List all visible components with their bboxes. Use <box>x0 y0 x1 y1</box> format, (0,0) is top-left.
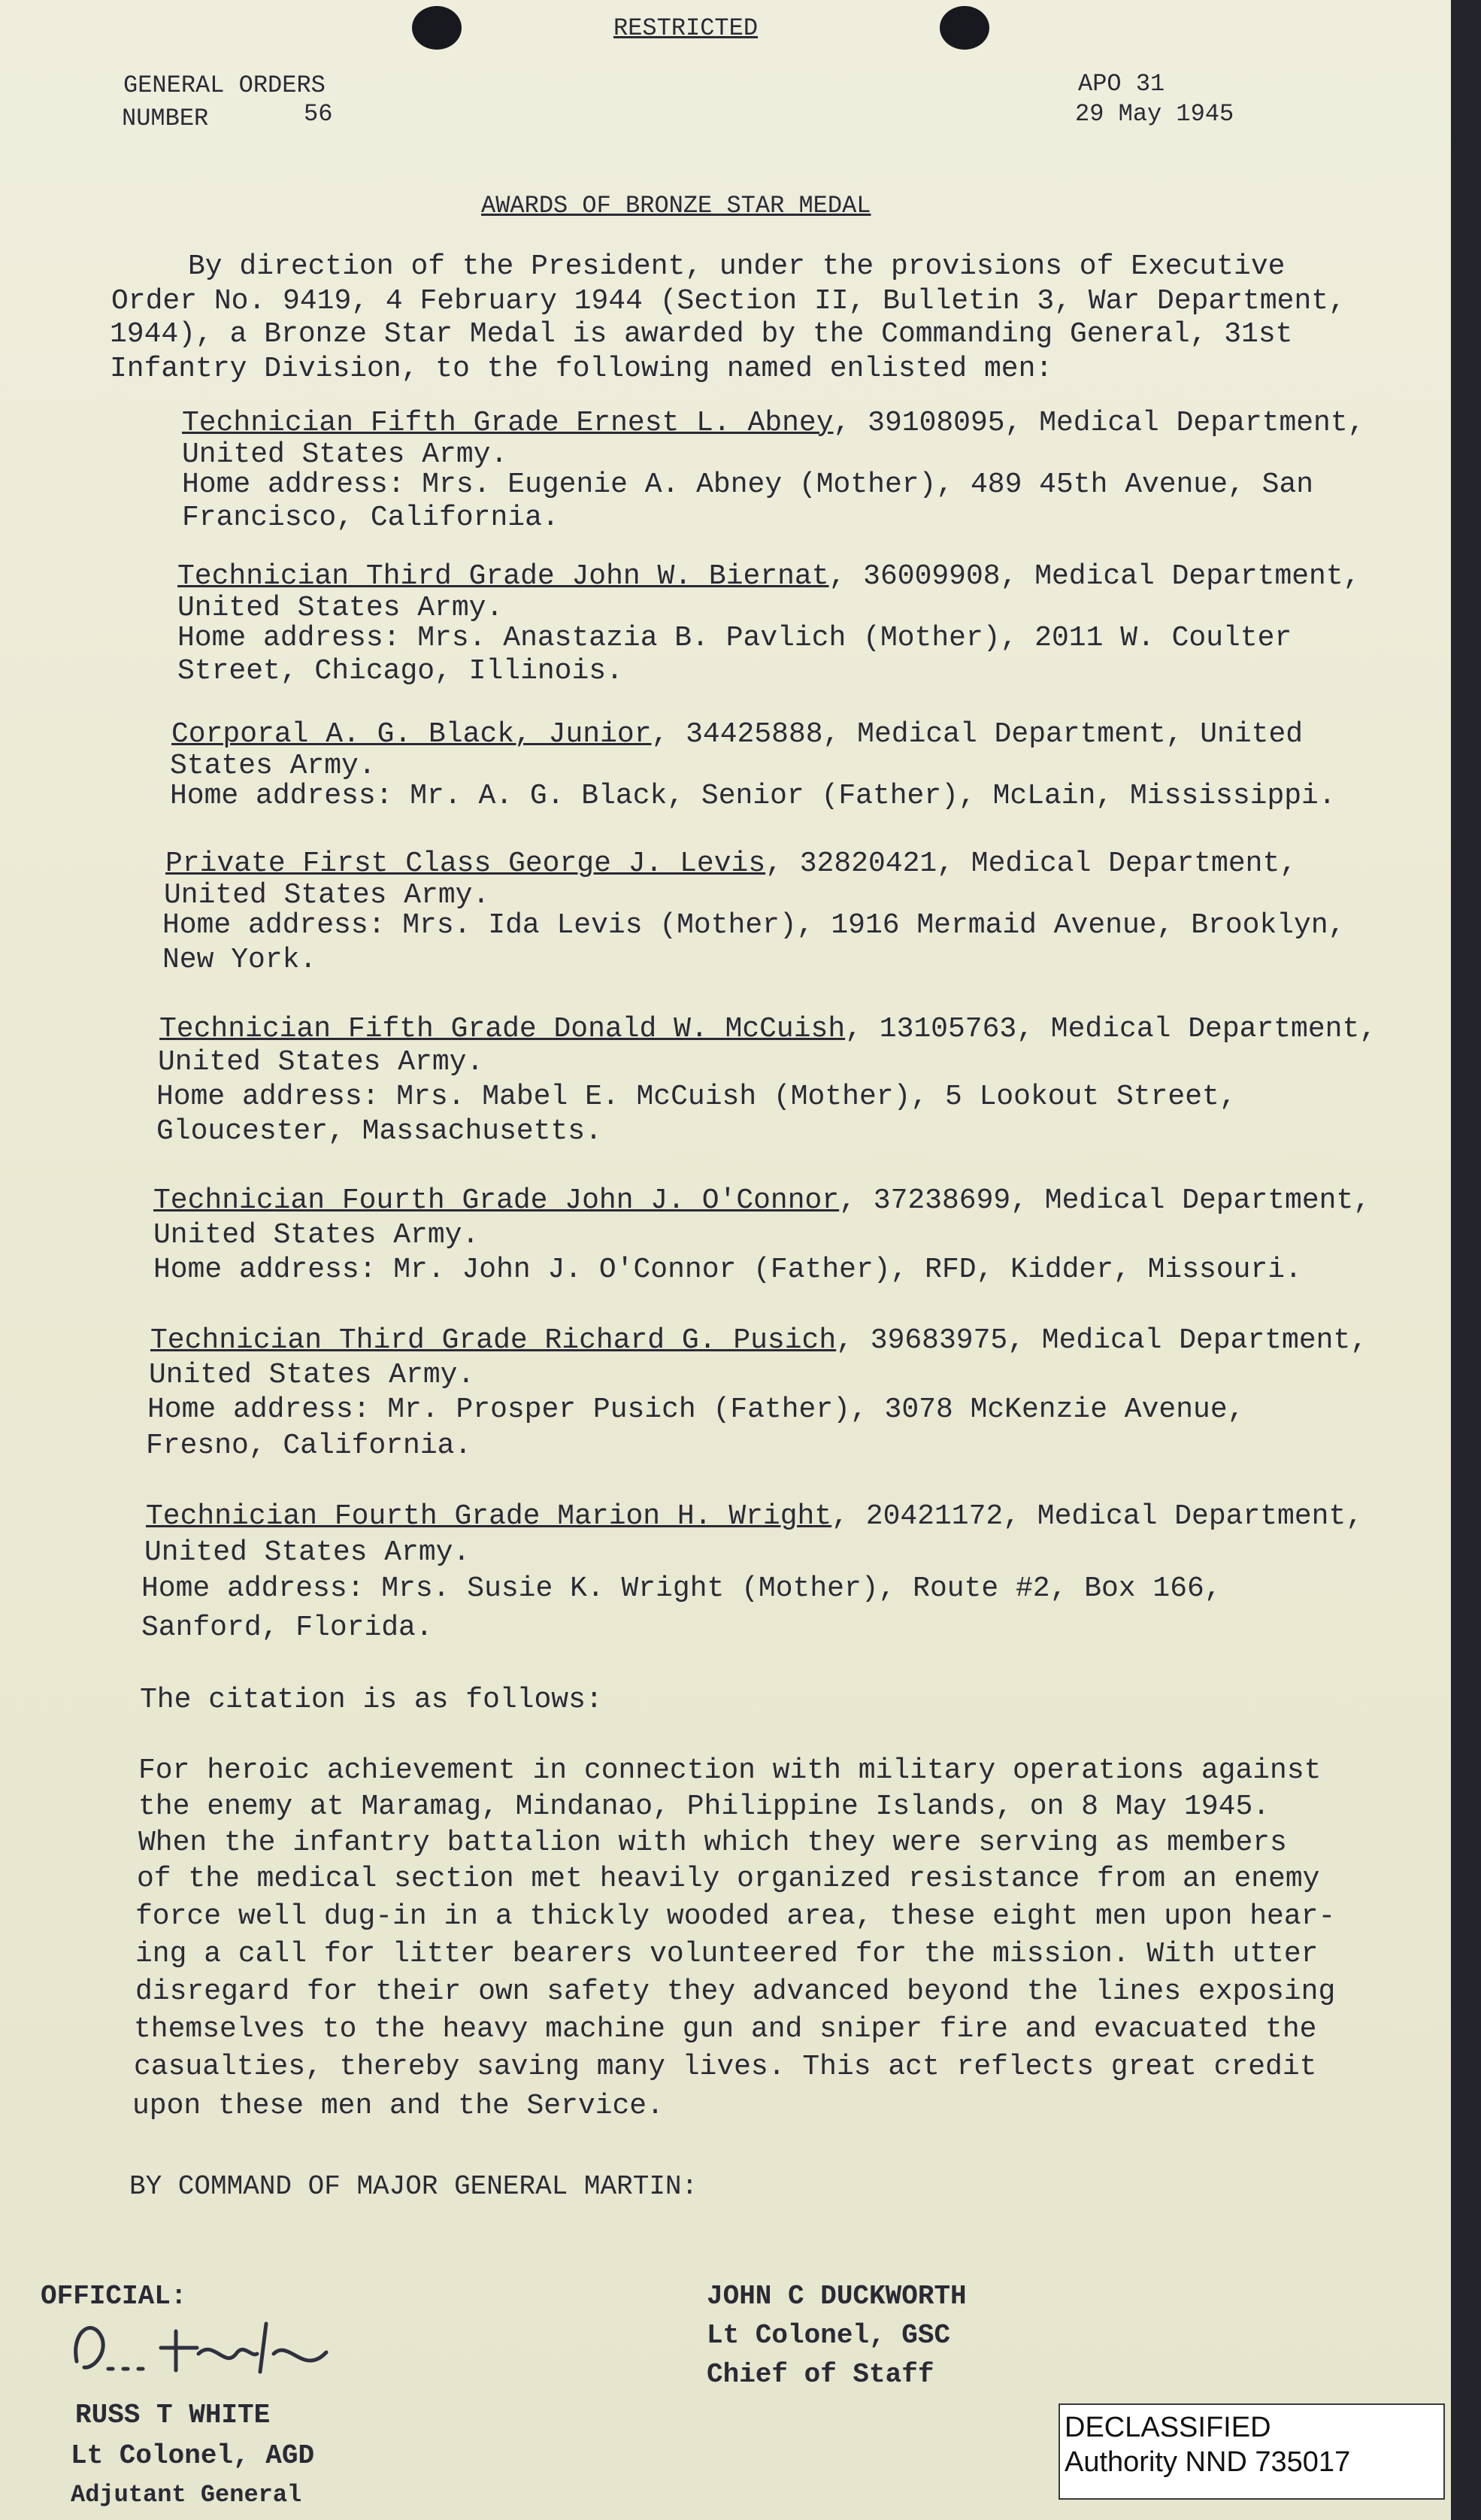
recipient-branch: United States Army. <box>153 1219 480 1251</box>
citation-heading: The citation is as follows: <box>140 1684 603 1716</box>
intro-line: Infantry Division, to the following named enlisted men: <box>110 353 1053 385</box>
declassified-authority: Authority NND 735017 <box>1065 2446 1351 2478</box>
recipient-name: Technician Fifth Grade Donald W. McCuish <box>159 1013 846 1045</box>
recipient-branch: United States Army. <box>164 879 490 911</box>
citation-line: themselves to the heavy machine gun and sniper fire and evacuated the <box>134 2013 1317 2045</box>
recipient-home-address-cont: Street, Chicago, Illinois. <box>177 655 623 687</box>
intro-line: Order No. 9419, 4 February 1944 (Section II, Bulletin 3, War Department, <box>111 285 1346 317</box>
citation-line: disregard for their own safety they advanced beyond the lines exposing <box>135 1976 1336 2008</box>
number-label: NUMBER <box>122 105 209 132</box>
official-rank: Lt Colonel, AGD <box>71 2440 315 2471</box>
citation-line: force well dug-in in a thickly wooded area, these eight men upon hear- <box>135 1900 1336 1933</box>
recipient-serial-unit: , 39683975, Medical Department, <box>836 1324 1368 1357</box>
citation-line: When the infantry battalion with which they were serving as members <box>138 1827 1287 1859</box>
recipient-serial-unit: , 13105763, Medical Department, <box>845 1013 1377 1045</box>
recipient-name: Technician Third Grade John W. Biernat <box>177 560 829 593</box>
chief-title: Chief of Staff <box>707 2359 934 2390</box>
citation-line: ing a call for litter bearers volunteered for the mission. With utter <box>135 1938 1319 1970</box>
recipient-branch: United States Army. <box>158 1046 484 1078</box>
chief-rank: Lt Colonel, GSC <box>707 2320 951 2351</box>
declassified-label: DECLASSIFIED <box>1065 2412 1271 2443</box>
recipient-branch: United States Army. <box>177 592 504 624</box>
recipient-name: Corporal A. G. Black, Junior <box>171 718 652 751</box>
recipient-home-address-cont: New York. <box>162 944 317 976</box>
citation-line: For heroic achievement in connection with military operations against <box>138 1754 1322 1787</box>
recipient-branch: States Army. <box>170 750 376 782</box>
recipient-home-address-cont: Francisco, California. <box>182 502 559 534</box>
punch-hole-right <box>940 6 989 50</box>
order-date: 29 May 1945 <box>1075 100 1234 128</box>
citation-line: casualties, thereby saving many lives. This act reflects great credit <box>134 2051 1317 2083</box>
recipient-home-address: Home address: Mr. John J. O'Connor (Father), RFD, Kidder, Missouri. <box>153 1254 1302 1286</box>
recipient-home-address-cont: Fresno, California. <box>146 1430 472 1462</box>
citation-line: of the medical section met heavily organized resistance from an enemy <box>137 1863 1320 1895</box>
recipient-serial-unit: , 32820421, Medical Department, <box>765 848 1298 880</box>
recipient-home-address: Home address: Mrs. Anastazia B. Pavlich (Mother), 2011 W. Coulter <box>177 622 1292 654</box>
intro-line: 1944), a Bronze Star Medal is awarded by the Commanding General, 31st <box>110 318 1293 350</box>
punch-hole-left <box>412 6 462 50</box>
apo-number: APO 31 <box>1078 70 1165 98</box>
recipient-branch: United States Army. <box>182 438 508 471</box>
recipient-name: Technician Fourth Grade Marion H. Wright <box>146 1500 832 1533</box>
recipient-name: Technician Third Grade Richard G. Pusich <box>150 1324 837 1357</box>
recipient-serial-unit: , 36009908, Medical Department, <box>828 560 1361 593</box>
general-orders-label: GENERAL ORDERS <box>123 71 326 99</box>
official-title: Adjutant General <box>71 2481 302 2509</box>
orders-number: 56 <box>304 100 333 128</box>
recipient-home-address: Home address: Mrs. Ida Levis (Mother), 1916 Mermaid Avenue, Brooklyn, <box>162 909 1346 942</box>
recipient-home-address-cont: Gloucester, Massachusetts. <box>156 1115 602 1148</box>
citation-line: upon these men and the Service. <box>132 2090 664 2122</box>
recipient-serial-unit: , 34425888, Medical Department, United <box>651 718 1304 751</box>
declassified-stamp <box>1059 2403 1445 2500</box>
recipient-serial-unit: , 37238699, Medical Department, <box>839 1184 1371 1217</box>
citation-line: the enemy at Maramag, Mindanao, Philippine Islands, on 8 May 1945. <box>138 1791 1271 1823</box>
document-title: AWARDS OF BRONZE STAR MEDAL <box>481 192 871 220</box>
intro-line: By direction of the President, under the provisions of Executive <box>188 250 1286 283</box>
recipient-name: Technician Fourth Grade John J. O'Connor <box>153 1184 840 1217</box>
official-name: RUSS T WHITE <box>75 2400 271 2431</box>
recipient-home-address: Home address: Mrs. Mabel E. McCuish (Mother), 5 Lookout Street, <box>156 1081 1237 1113</box>
handwritten-signature <box>63 2309 349 2391</box>
official-label: OFFICIAL: <box>41 2281 187 2312</box>
recipient-home-address: Home address: Mrs. Eugenie A. Abney (Mother), 489 45th Avenue, San <box>182 469 1314 501</box>
recipient-name: Technician Fifth Grade Ernest L. Abney <box>182 407 834 439</box>
recipient-home-address: Home address: Mr. Prosper Pusich (Father), 3078 McKenzie Avenue, <box>147 1393 1245 1426</box>
recipient-serial-unit: , 20421172, Medical Department, <box>831 1500 1364 1533</box>
recipient-name: Private First Class George J. Levis <box>165 848 766 880</box>
recipient-home-address: Home address: Mr. A. G. Black, Senior (Father), McLain, Mississippi. <box>170 780 1336 812</box>
chief-name: JOHN C DUCKWORTH <box>707 2281 967 2312</box>
recipient-branch: United States Army. <box>149 1359 475 1391</box>
dark-page-edge <box>1451 0 1481 2520</box>
recipient-home-address-cont: Sanford, Florida. <box>141 1612 433 1644</box>
recipient-serial-unit: , 39108095, Medical Department, <box>833 407 1365 439</box>
classification-marking: RESTRICTED <box>613 14 759 42</box>
recipient-branch: United States Army. <box>144 1536 471 1569</box>
command-line: BY COMMAND OF MAJOR GENERAL MARTIN: <box>129 2171 698 2202</box>
recipient-home-address: Home address: Mrs. Susie K. Wright (Mother), Route #2, Box 166, <box>141 1572 1222 1605</box>
